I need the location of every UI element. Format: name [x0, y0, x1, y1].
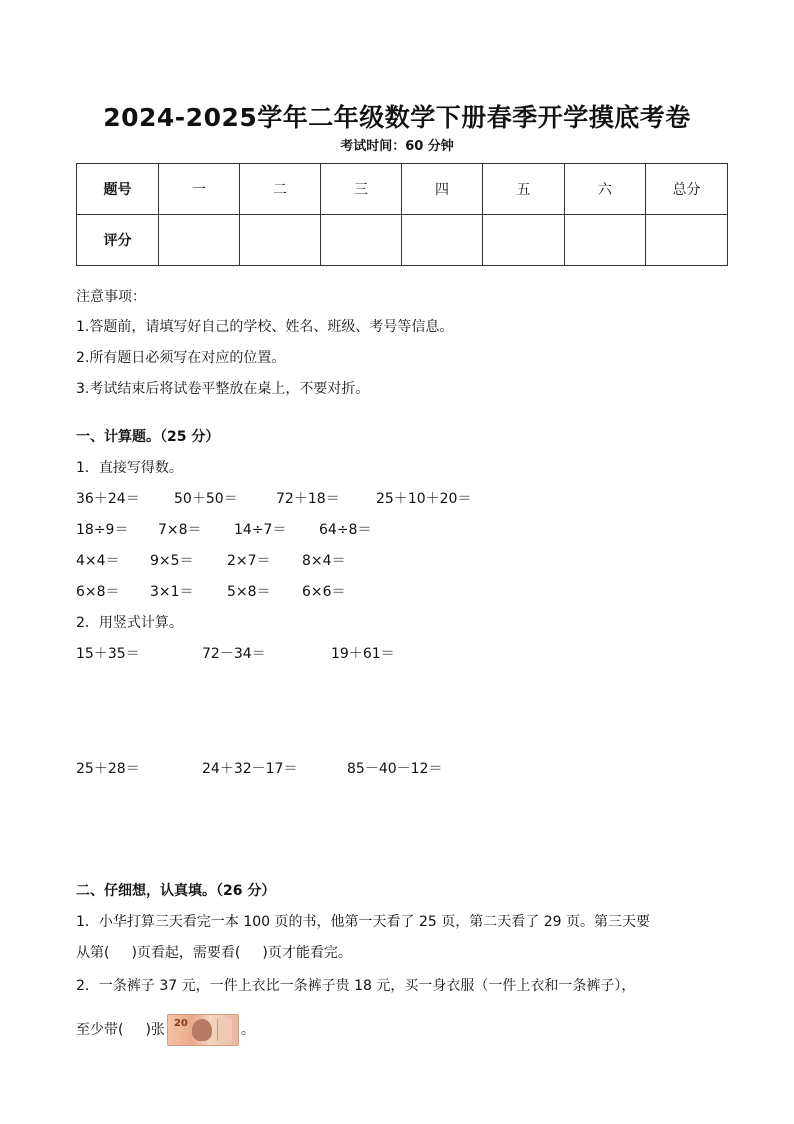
notice-item: 2.所有题日必须写在对应的位置。 — [76, 350, 286, 366]
question-2-2-text: 2．一条裤子 37 元，一件上衣比一条裤子贵 18 元，买一身衣服（一件上衣和一条裤子）， — [76, 978, 636, 994]
score-table-cell: 一 — [159, 164, 240, 215]
oral-calc-item: 4×4＝ — [76, 553, 120, 569]
score-table-cell: 三 — [321, 164, 402, 215]
question-2-1-part: 从第( — [76, 945, 110, 961]
oral-calc-item: 25＋10＋20＝ — [376, 491, 472, 507]
page-title: 2024-2025学年二年级数学下册春季开学摸底考卷 — [103, 103, 691, 132]
score-table-header-row — [77, 164, 728, 215]
vertical-calc-item: 85－40－12＝ — [347, 761, 443, 777]
score-table-cell: 题号 — [77, 164, 159, 215]
score-table — [76, 163, 728, 266]
oral-calc-item: 36＋24＝ — [76, 491, 140, 507]
question-2-1-text: 1．小华打算三天看完一本 100 页的书，他第一天看了 25 页，第二天看了 29 页。第三天要 — [76, 914, 650, 930]
score-input-cell[interactable] — [321, 215, 402, 266]
oral-calc-item: 6×8＝ — [76, 584, 120, 600]
oral-calc-item: 72＋18＝ — [276, 491, 340, 507]
score-input-cell[interactable] — [402, 215, 483, 266]
score-input-cell[interactable] — [646, 215, 728, 266]
oral-calc-item: 64÷8＝ — [319, 522, 372, 538]
oral-calc-item: 3×1＝ — [150, 584, 194, 600]
vertical-calc-item: 72－34＝ — [202, 646, 266, 662]
oral-calc-item: 18÷9＝ — [76, 522, 129, 538]
score-table-cell: 二 — [240, 164, 321, 215]
oral-calc-item: 14÷7＝ — [234, 522, 287, 538]
question-2-2-part: 至少带( — [76, 1022, 124, 1038]
banknote-20-yuan-image — [167, 1014, 239, 1046]
question-2-1-part: )页看起，需要看( — [131, 945, 241, 961]
score-input-cell[interactable] — [240, 215, 321, 266]
question-1-1-title: 1．直接写得数。 — [76, 460, 183, 476]
score-table-cell: 评分 — [77, 215, 159, 266]
exam-duration: 考试时间：60 分钟 — [340, 139, 454, 154]
notice-title: 注意事项： — [76, 289, 146, 305]
vertical-calc-item: 25＋28＝ — [76, 761, 140, 777]
question-2-1-part: )页才能看完。 — [262, 945, 352, 961]
score-table-cell: 四 — [402, 164, 483, 215]
oral-calc-item: 7×8＝ — [158, 522, 202, 538]
portrait-icon — [192, 1019, 212, 1041]
score-input-cell[interactable] — [565, 215, 646, 266]
vertical-calc-item: 24＋32－17＝ — [202, 761, 298, 777]
oral-calc-item: 6×6＝ — [302, 584, 346, 600]
banknote-stripe — [217, 1019, 232, 1041]
score-input-cell[interactable] — [483, 215, 565, 266]
score-table-cell: 总分 — [646, 164, 728, 215]
question-1-2-title: 2．用竖式计算。 — [76, 615, 183, 631]
question-2-2-part: 。 — [240, 1022, 255, 1038]
vertical-calc-item: 15＋35＝ — [76, 646, 140, 662]
vertical-calc-item: 19＋61＝ — [331, 646, 395, 662]
question-2-2-part: )张 — [145, 1022, 165, 1038]
score-table-cell: 六 — [565, 164, 646, 215]
oral-calc-item: 2×7＝ — [227, 553, 271, 569]
score-table-score-row — [77, 215, 728, 266]
oral-calc-item: 9×5＝ — [150, 553, 194, 569]
score-table-cell: 五 — [483, 164, 565, 215]
banknote-value: 20 — [173, 1018, 188, 1029]
section-1-title: 一、计算题。（25 分） — [76, 429, 220, 445]
score-input-cell[interactable] — [159, 215, 240, 266]
oral-calc-item: 50＋50＝ — [174, 491, 238, 507]
oral-calc-item: 8×4＝ — [302, 553, 346, 569]
question-2-1-text — [76, 942, 352, 962]
oral-calc-item: 5×8＝ — [227, 584, 271, 600]
question-2-2-text — [76, 1014, 255, 1046]
section-2-title: 二、仔细想，认真填。（26 分） — [76, 883, 276, 899]
notice-item: 1.答题前，请填写好自己的学校、姓名、班级、考号等信息。 — [76, 319, 454, 335]
notice-item: 3.考试结束后将试卷平整放在桌上，不要对折。 — [76, 381, 370, 397]
